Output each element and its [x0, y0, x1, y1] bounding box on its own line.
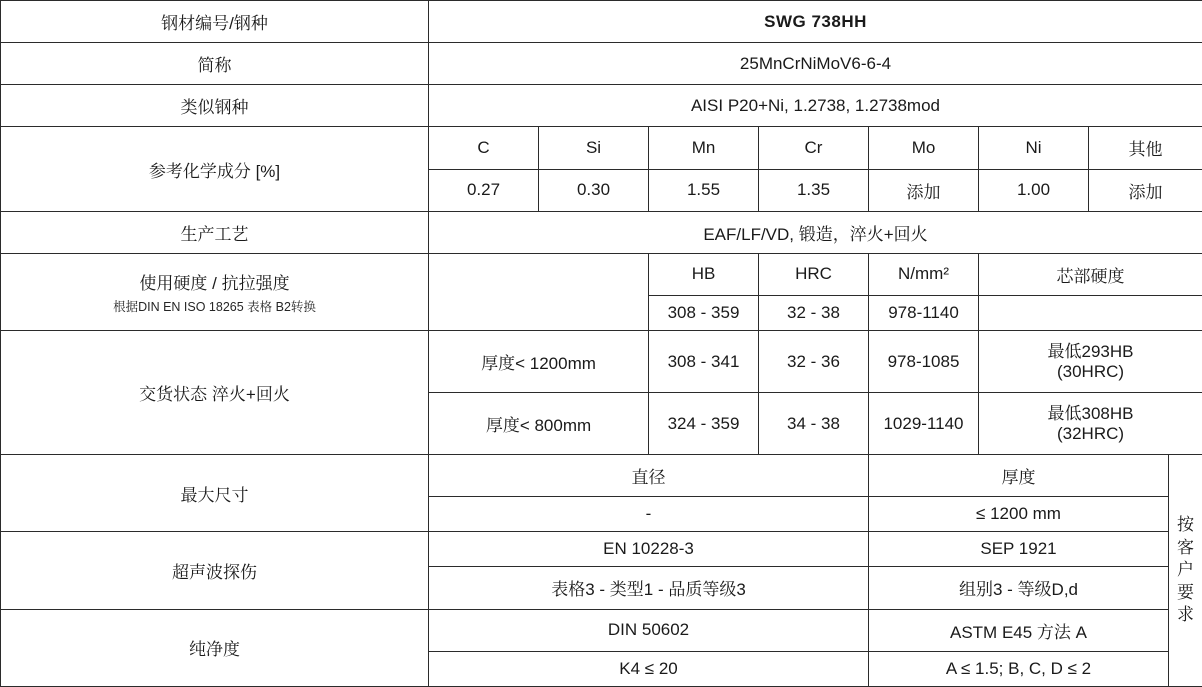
delivery-tensile: 978-1085: [869, 331, 979, 393]
row-label-ultrasonic: 超声波探伤: [1, 532, 429, 609]
chem-element-header: Si: [539, 127, 649, 169]
max-size-value-diameter: -: [429, 497, 869, 532]
delivery-hb: 324 - 359: [649, 393, 759, 455]
purity-standard-right: ASTM E45 方法 A: [869, 609, 1169, 651]
delivery-core-line1: 最低293HB: [1047, 342, 1134, 362]
delivery-tensile: 1029-1140: [869, 393, 979, 455]
hardness-header-hb: HB: [649, 253, 759, 295]
delivery-hb: 308 - 341: [649, 331, 759, 393]
chem-element-header: 其他: [1089, 127, 1202, 169]
chem-value: 添加: [1089, 169, 1202, 211]
max-size-value-thickness: ≤ 1200 mm: [869, 497, 1169, 532]
delivery-thickness: 厚度< 1200mm: [429, 331, 649, 393]
row-label-delivery: 交货状态 淬火+回火: [1, 331, 429, 455]
delivery-hrc: 32 - 36: [759, 331, 869, 393]
row-label-max-size: 最大尺寸: [1, 455, 429, 532]
delivery-core-line2: (30HRC): [1056, 361, 1125, 381]
purity-value-right: A ≤ 1.5; B, C, D ≤ 2: [869, 651, 1169, 686]
chem-element-header: Mo: [869, 127, 979, 169]
purity-value-left: K4 ≤ 20: [429, 651, 869, 686]
chem-element-header: Ni: [979, 127, 1089, 169]
hardness-value-tensile: 978-1140: [869, 295, 979, 330]
delivery-core-line2: (32HRC): [1056, 423, 1125, 443]
hardness-label-main: 使用硬度 / 抗拉强度: [139, 273, 290, 293]
table-row: [1, 127, 1202, 169]
chem-value: 1.35: [759, 169, 869, 211]
hardness-header-core: 芯部硬度: [979, 253, 1202, 295]
chem-value: 1.55: [649, 169, 759, 211]
max-size-header-diameter: 直径: [429, 455, 869, 497]
side-note-customer-request: [1169, 455, 1202, 687]
delivery-thickness: 厚度< 800mm: [429, 393, 649, 455]
table-row: [1, 211, 1202, 253]
hardness-header-tensile: N/mm²: [869, 253, 979, 295]
hardness-spacer: [429, 253, 649, 330]
ultrasonic-standard-right: SEP 1921: [869, 532, 1169, 567]
hardness-label-sub: 根据DIN EN ISO 18265 表格 B2转换: [113, 299, 316, 314]
table-row: [1, 85, 1202, 127]
row-label-similar-grades: 类似钢种: [1, 85, 429, 127]
hardness-header-hrc: HRC: [759, 253, 869, 295]
delivery-core-line1: 最低308HB: [1047, 403, 1134, 423]
purity-standard-left: DIN 50602: [429, 609, 869, 651]
row-label-process: 生产工艺: [1, 211, 429, 253]
ultrasonic-value-right: 组别3 - 等级D,d: [869, 567, 1169, 609]
chem-element-header: Cr: [759, 127, 869, 169]
table-row: [1, 609, 1202, 651]
delivery-core-hardness: [979, 393, 1202, 455]
row-label-chemistry: 参考化学成分 [%]: [1, 127, 429, 211]
row-label-steel-number: 钢材编号/钢种: [1, 1, 429, 43]
ultrasonic-standard-left: EN 10228-3: [429, 532, 869, 567]
process-value: EAF/LF/VD, 锻造，淬火+回火: [429, 211, 1202, 253]
table-row: [1, 1, 1202, 43]
table-row: [1, 43, 1202, 85]
side-note-text: 按 客 户 要 求: [1177, 515, 1194, 625]
hardness-value-hrc: 32 - 38: [759, 295, 869, 330]
table-row: [1, 253, 1202, 295]
table-row: [1, 331, 1202, 393]
chem-element-header: C: [429, 127, 539, 169]
short-name-value: 25MnCrNiMoV6-6-4: [429, 43, 1202, 85]
chem-value: 0.30: [539, 169, 649, 211]
similar-grades-value: AISI P20+Ni, 1.2738, 1.2738mod: [429, 85, 1202, 127]
max-size-header-thickness: 厚度: [869, 455, 1169, 497]
steel-grade-title: SWG 738HH: [429, 1, 1202, 43]
delivery-core-hardness: [979, 331, 1202, 393]
row-label-short-name: 简称: [1, 43, 429, 85]
chem-value: 0.27: [429, 169, 539, 211]
table-row: [1, 532, 1202, 567]
table-row: [1, 455, 1202, 497]
row-label-hardness: [1, 253, 429, 330]
chem-element-header: Mn: [649, 127, 759, 169]
delivery-hrc: 34 - 38: [759, 393, 869, 455]
chem-value: 添加: [869, 169, 979, 211]
chem-value: 1.00: [979, 169, 1089, 211]
hardness-value-hb: 308 - 359: [649, 295, 759, 330]
row-label-purity: 纯净度: [1, 609, 429, 686]
ultrasonic-value-left: 表格3 - 类型1 - 品质等级3: [429, 567, 869, 609]
hardness-value-core: [979, 295, 1202, 330]
